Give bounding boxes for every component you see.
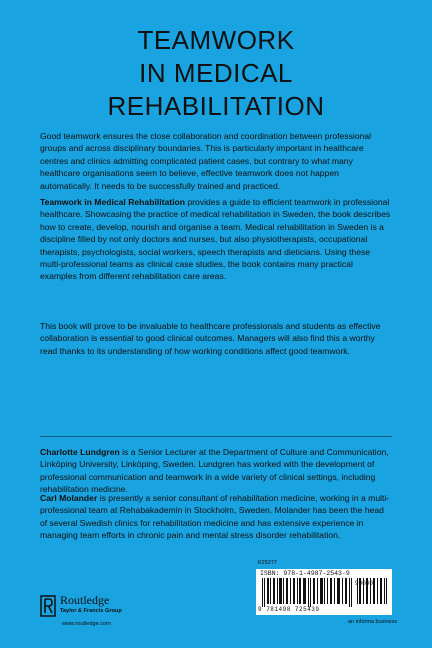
barcode-panel bbox=[256, 569, 392, 615]
author-bio-1-text: is a Senior Lecturer at the Department of Culture and Communication, Linköping University, Linköping, Sweden. Lundgren has worked with the development of professional communication and teamwork in a wide variety of clinical settings, including rehabilitation medicine. bbox=[40, 447, 389, 495]
title-line-2: IN MEDICAL bbox=[139, 58, 293, 88]
price-code: 90000 bbox=[355, 580, 374, 587]
barcode-number: 9 781498 725439 bbox=[258, 606, 320, 613]
book-title bbox=[0, 24, 432, 123]
catalog-code: K25277 bbox=[258, 560, 277, 566]
publisher-group: Taylor & Francis Group bbox=[60, 608, 122, 614]
publisher-url: www.routledge.com bbox=[62, 621, 111, 627]
author-bio-2 bbox=[40, 492, 392, 551]
paragraph-2-text: provides a guide to efficient teamwork in professional healthcare. Showcasing the practice of medical rehabilitation in Sweden, the book describes how to create, develop, nourish and organise a team. Medical rehabilitation in Sweden is a discipline filled by not only doctors and nurses, but also physiotherapists, occupational therapists, psychologists, social workers, speech therapists and dieticians. Using these multi-professional teams as clinical case studies, the book contains many practical examples from different rehabilitation care areas. bbox=[40, 197, 391, 282]
barcode-icon bbox=[260, 578, 388, 607]
blurb-paragraph-3 bbox=[40, 320, 392, 366]
book-title-inline: Teamwork in Medical Rehabilitation bbox=[40, 197, 186, 207]
blurb-paragraph-2 bbox=[40, 196, 392, 292]
paragraph-1-text: Good teamwork ensures the close collaboration and coordination between professional groups and across disciplinary boundaries. This is particularly important in healthcare centres and clinics admitting complicated patient cases, but contrary to what many healthcare organisations seem to believe, effective teamwork does not happen automatically. It needs to be successfully trained and practiced. bbox=[40, 131, 372, 191]
title-line-3: REHABILITATION bbox=[107, 91, 325, 121]
title-line-1: TEAMWORK bbox=[137, 25, 295, 55]
isbn-label: ISBN: 978-1-4987-2543-9 bbox=[260, 570, 350, 577]
author-name-1: Charlotte Lundgren bbox=[40, 447, 120, 457]
author-bio-2-text: is presently a senior consultant of rehabilitation medicine, working in a multi-professional team at Rehabakademin in Stockholm, Sweden. Molander has been the head of several Swedish clinics for rehabilitation medicine and has extensive experience in managing team efforts in chronic pain and mental stress disorder rehabilitation. bbox=[40, 493, 390, 541]
blurb-paragraph-1 bbox=[40, 130, 392, 201]
routledge-logo-icon bbox=[40, 595, 56, 617]
divider bbox=[40, 436, 392, 437]
parent-company: an informa business bbox=[348, 619, 398, 625]
publisher-name: Routledge bbox=[60, 593, 110, 607]
author-name-2: Carl Molander bbox=[40, 493, 98, 503]
paragraph-3-text: This book will prove to be invaluable to healthcare professionals and students as effective collaboration is essential to good clinical outcomes. Managers will also find this a worthy read thanks to its understanding of how working conditions affect good teamwork. bbox=[40, 321, 381, 356]
